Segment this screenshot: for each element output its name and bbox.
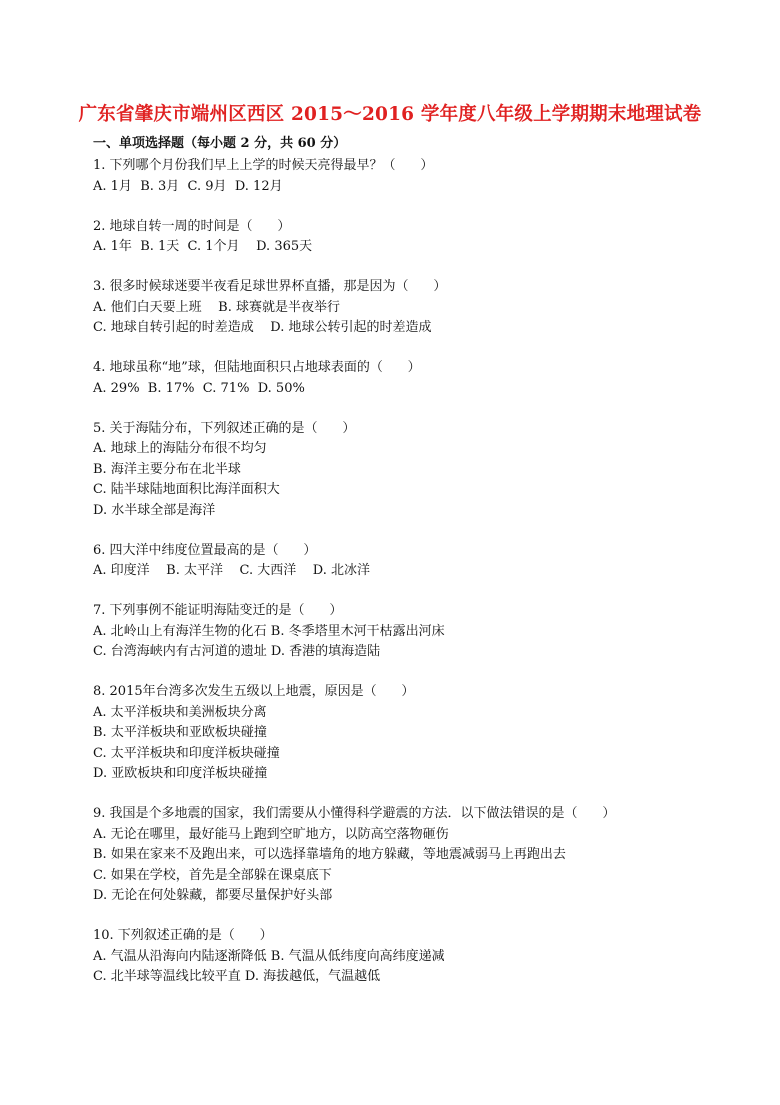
- answer-options: A. 气温从沿海向内陆逐渐降低 B. 气温从低纬度向高纬度递减: [93, 948, 445, 964]
- question-stem: 7. 下列事例不能证明海陆变迁的是（ ）: [93, 603, 343, 618]
- answer-options: D. 亚欧板块和印度洋板块碰撞: [93, 766, 268, 781]
- answer-options: A. 1月 B. 3月 C. 9月 D. 12月: [93, 178, 283, 194]
- answer-options: A. 29% B. 17% C. 71% D. 50%: [93, 380, 305, 396]
- question-stem: 8. 2015年台湾多次发生五级以上地震，原因是（ ）: [93, 684, 415, 699]
- question-stem: 4. 地球虽称“地”球，但陆地面积只占地球表面的（ ）: [93, 360, 421, 375]
- question-10: [93, 926, 713, 988]
- question-1: [93, 156, 713, 197]
- question-stem: 9. 我国是个多地震的国家，我们需要从小懂得科学避震的方法．以下做法错误的是（ ）: [93, 806, 616, 821]
- answer-options: D. 水半球全部是海洋: [93, 502, 216, 518]
- question-stem: 10. 下列叙述正确的是（ ）: [93, 928, 273, 943]
- question-stem: 5. 关于海陆分布，下列叙述正确的是（ ）: [93, 420, 356, 436]
- answer-options: B. 如果在家来不及跑出来，可以选择靠墙角的地方躲藏，等地震减弱马上再跑出去: [93, 847, 566, 862]
- answer-options: A. 印度洋 B. 太平洋 C. 大西洋 D. 北冰洋: [93, 563, 371, 578]
- question-2: [93, 217, 713, 258]
- answer-options: A. 地球上的海陆分布很不均匀: [93, 441, 267, 456]
- question-5: [93, 419, 713, 522]
- answer-options: A. 他们白天要上班 B. 球赛就是半夜举行: [93, 299, 341, 315]
- answer-options: B. 海洋主要分布在北半球: [93, 461, 241, 477]
- question-4: [93, 358, 713, 399]
- question-9: [93, 804, 713, 907]
- answer-options: C. 陆半球陆地面积比海洋面积大: [93, 482, 280, 497]
- answer-options: C. 北半球等温线比较平直 D. 海拔越低，气温越低: [93, 969, 381, 984]
- answer-options: D. 无论在何处躲藏，都要尽量保护好头部: [93, 888, 333, 903]
- question-6: [93, 541, 713, 582]
- answer-options: C. 地球自转引起的时差造成 D. 地球公转引起的时差造成: [93, 320, 432, 335]
- question-3: [93, 277, 713, 339]
- question-8: [93, 682, 713, 785]
- question-stem: 3. 很多时候球迷要半夜看足球世界杯直播，那是因为（ ）: [93, 279, 447, 294]
- question-7: [93, 601, 713, 663]
- section-heading: 一、单项选择题（每小题 2 分，共 60 分）: [93, 136, 347, 151]
- question-list: [93, 134, 713, 1007]
- answer-options: B. 太平洋板块和亚欧板块碰撞: [93, 725, 267, 740]
- answer-options: A. 北岭山上有海洋生物的化石 B. 冬季塔里木河干枯露出河床: [93, 623, 445, 639]
- questions-container: [93, 156, 713, 988]
- question-stem: 6. 四大洋中纬度位置最高的是（ ）: [93, 542, 317, 558]
- answer-options: A. 太平洋板块和美洲板块分离: [93, 704, 267, 720]
- answer-options: C. 太平洋板块和印度洋板块碰撞: [93, 745, 280, 761]
- answer-options: C. 台湾海峡内有古河道的遗址 D. 香港的填海造陆: [93, 644, 381, 659]
- question-stem: 2. 地球自转一周的时间是（ ）: [93, 218, 291, 234]
- answer-options: C. 如果在学校，首先是全部躲在课桌底下: [93, 867, 332, 883]
- page-title: 广东省肇庆市端州区西区 2015～2016 学年度八年级上学期期末地理试卷: [78, 104, 702, 125]
- answer-options: A. 1年 B. 1天 C. 1个月 D. 365天: [93, 239, 313, 254]
- question-stem: 1. 下列哪个月份我们早上上学的时候天亮得最早？（ ）: [93, 158, 434, 173]
- answer-options: A. 无论在哪里，最好能马上跑到空旷地方，以防高空落物砸伤: [93, 826, 449, 842]
